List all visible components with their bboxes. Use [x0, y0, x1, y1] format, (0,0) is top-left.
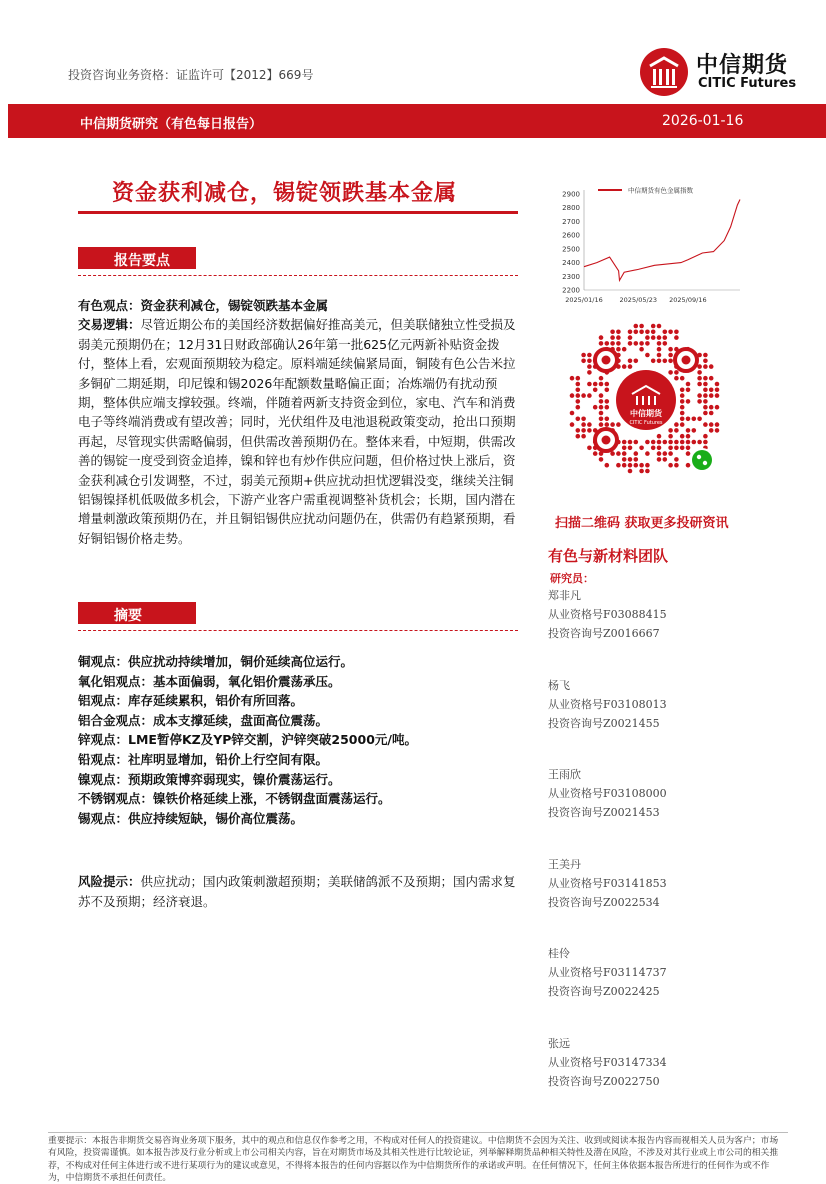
key-points-label: 报告要点 — [114, 253, 170, 269]
team-member — [548, 1034, 788, 1091]
member-name: 张远 — [548, 1036, 570, 1050]
team-member — [548, 855, 788, 912]
section-divider — [78, 275, 518, 276]
team-member — [548, 765, 788, 822]
risk-text: 供应扰动；国内政策刺激超预期；美联储鸽派不及预期；国内需求复苏不及预期；经济衰退。 — [78, 874, 516, 909]
summary-item: 不锈钢观点：镍铁价格延续上涨，不锈钢盘面震荡运行。 — [78, 791, 391, 807]
member-qualification: 从业资格号F03108013 — [548, 697, 667, 711]
citic-logo-icon — [640, 48, 688, 96]
report-title: 资金获利减仓，锡锭领跌基本金属 — [112, 181, 458, 206]
x-tick-label: 2025/05/23 — [619, 296, 658, 304]
summary-item: 锌观点：LME暂停KZ及YP锌交割，沪锌突破25000元/吨。 — [78, 732, 417, 748]
qr-caption: 扫描二维码 获取更多投研资讯 — [555, 516, 729, 531]
member-name: 王雨欣 — [548, 768, 581, 781]
views-paragraph — [78, 296, 518, 315]
key-points-body — [78, 296, 518, 548]
member-consult-id: 投资咨询号Z0022750 — [548, 1074, 660, 1088]
report-date: 2026-01-16 — [662, 113, 744, 129]
qr-logo-en: CITIC Futures — [629, 420, 663, 426]
logic-label: 交易逻辑： — [78, 317, 141, 333]
y-tick-label: 2400 — [562, 259, 580, 268]
team-member — [548, 586, 788, 643]
qr-code[interactable] — [566, 320, 726, 480]
title-underline — [78, 211, 518, 214]
views-text: 资金获利减仓，锡锭领跌基本金属 — [140, 298, 329, 313]
banner-title: 中信期货研究（有色每日报告） — [80, 117, 263, 132]
logo-english-name: CITIC Futures — [698, 76, 797, 91]
team-member — [548, 944, 788, 1001]
member-qualification: 从业资格号F03114737 — [548, 966, 667, 979]
y-tick-label: 2300 — [562, 272, 580, 281]
summary-item: 铜观点：供应扰动持续增加，铜价延续高位运行。 — [78, 654, 354, 669]
risk-warning — [78, 872, 518, 912]
qualification-text: 投资咨询业务资格：证监许可【2012】669号 — [68, 68, 314, 82]
summary-list — [78, 652, 518, 828]
key-points-header — [78, 247, 518, 269]
summary-label: 摘要 — [114, 608, 142, 624]
footer-divider — [48, 1132, 788, 1133]
member-name: 杨飞 — [548, 678, 570, 692]
y-tick-label: 2700 — [562, 217, 580, 226]
member-name: 郑非凡 — [548, 589, 581, 602]
views-label: 有色观点： — [78, 298, 141, 313]
member-name: 王美丹 — [548, 857, 581, 871]
qr-logo-cn: 中信期货 — [630, 409, 662, 418]
member-name: 桂伶 — [548, 947, 570, 960]
logic-paragraph — [78, 315, 518, 548]
x-tick-label: 2025/01/16 — [565, 296, 603, 304]
researcher-label: 研究员： — [550, 572, 594, 585]
x-tick-label: 2025/09/16 — [669, 296, 707, 304]
y-tick-label: 2800 — [562, 204, 580, 213]
citic-futures-logo — [640, 44, 810, 100]
team-member — [548, 676, 788, 733]
member-consult-id: 投资咨询号Z0016667 — [548, 627, 660, 640]
member-consult-id: 投资咨询号Z0022534 — [548, 895, 660, 909]
metals-index-chart — [548, 180, 748, 310]
summary-header — [78, 602, 518, 624]
summary-item: 镍观点：预期政策博弈弱现实，镍价震荡运行。 — [78, 771, 341, 787]
y-tick-label: 2600 — [562, 231, 580, 240]
team-title: 有色与新材料团队 — [548, 547, 669, 565]
summary-item: 铅观点：社库明显增加，铅价上行空间有限。 — [78, 751, 329, 767]
summary-item: 铝合金观点：成本支撑延续，盘面高位震荡。 — [78, 712, 329, 728]
logic-text: 尽管近期公布的美国经济数据偏好推高美元，但美联储独立性受损及弱美元预期仍在；12月31日财政部确认26年第一批625亿元两新补贴资金拨付，整体上看，宏观面预期较为稳定。原料端延续偏紧局面，铜陵有色公告米拉多铜矿二期延期，印尼镍和锡2026年配额数量略偏正面；冶炼端仍有扰动预期，整体供应端支撑较强。终端，伴随着两新支持资金到位，家电、汽车和消费电子等终端消费或有望改善；同时，光伏组件及电池退税政策变动，抢出口预期再起，尽管现实供需略偏弱，但供需改善预期仍在。整体来看，中短期，供需改善的锡锭一度受到资金追捧，镍和锌也有炒作供应问题，但价格过快上涨后，资金获利减仓引发调整，不过，弱美元预期+供应扰动担忧逻辑没变，继续关注铜铝锡镍择机低吸做多机会，下游产业客户需重视调整补货机会；长期，国内潜在增量刺激政策预期仍在，并且铜铝锡供应扰动问题仍在，供需仍有趋紧预期，看好铜铝锡价格走势。 — [78, 317, 516, 546]
member-qualification: 从业资格号F03108000 — [548, 787, 667, 800]
member-qualification: 从业资格号F03088415 — [548, 608, 667, 621]
member-consult-id: 投资咨询号Z0022425 — [548, 985, 660, 998]
logo-chinese-name: 中信期货 — [696, 53, 789, 78]
qr-code-image — [566, 320, 726, 480]
index-series-line — [584, 200, 740, 281]
wechat-mini-program-icon — [692, 450, 712, 470]
risk-label: 风险提示： — [78, 874, 141, 889]
team-list — [548, 586, 788, 1123]
y-tick-label: 2900 — [562, 190, 580, 199]
disclaimer-text: 重要提示：本报告非期货交易咨询业务项下服务，其中的观点和信息仅作参考之用，不构成对任何人的投资建议。中信期货不会因为关注、收到或阅读本报告内容而视相关人员为客户；市场有风险，投资需谨慎。如本报告涉及行业分析或上市公司相关内容，旨在对期货市场及其相关性进行比较论证，列举解释期货品种相关特性及潜在风险，不涉及对其行业或上市公司的相关推荐，不构成对任何主体进行或不进行某项行为的建议或意见，不得将本报告的任何内容据以作为中信期货所作的承诺或声明。在任何情况下，任何主体依据本报告所进行的任何作为或不作为，中信期货不承担任何责任。 — [48, 1136, 779, 1183]
legend-label: 中信期货有色金属指数 — [628, 186, 693, 195]
summary-item: 锡观点：供应持续短缺，锡价高位震荡。 — [78, 810, 304, 826]
member-consult-id: 投资咨询号Z0021455 — [548, 716, 660, 730]
member-qualification: 从业资格号F03147334 — [548, 1055, 667, 1069]
summary-item: 氧化铝观点：基本面偏弱，氧化铝价震荡承压。 — [78, 673, 341, 689]
y-tick-label: 2500 — [562, 245, 580, 254]
y-tick-label: 2200 — [562, 286, 580, 295]
summary-item: 铝观点：库存延续累积，铝价有所回落。 — [78, 693, 304, 709]
member-consult-id: 投资咨询号Z0021453 — [548, 806, 660, 819]
section-divider — [78, 630, 518, 631]
member-qualification: 从业资格号F03141853 — [548, 876, 667, 890]
